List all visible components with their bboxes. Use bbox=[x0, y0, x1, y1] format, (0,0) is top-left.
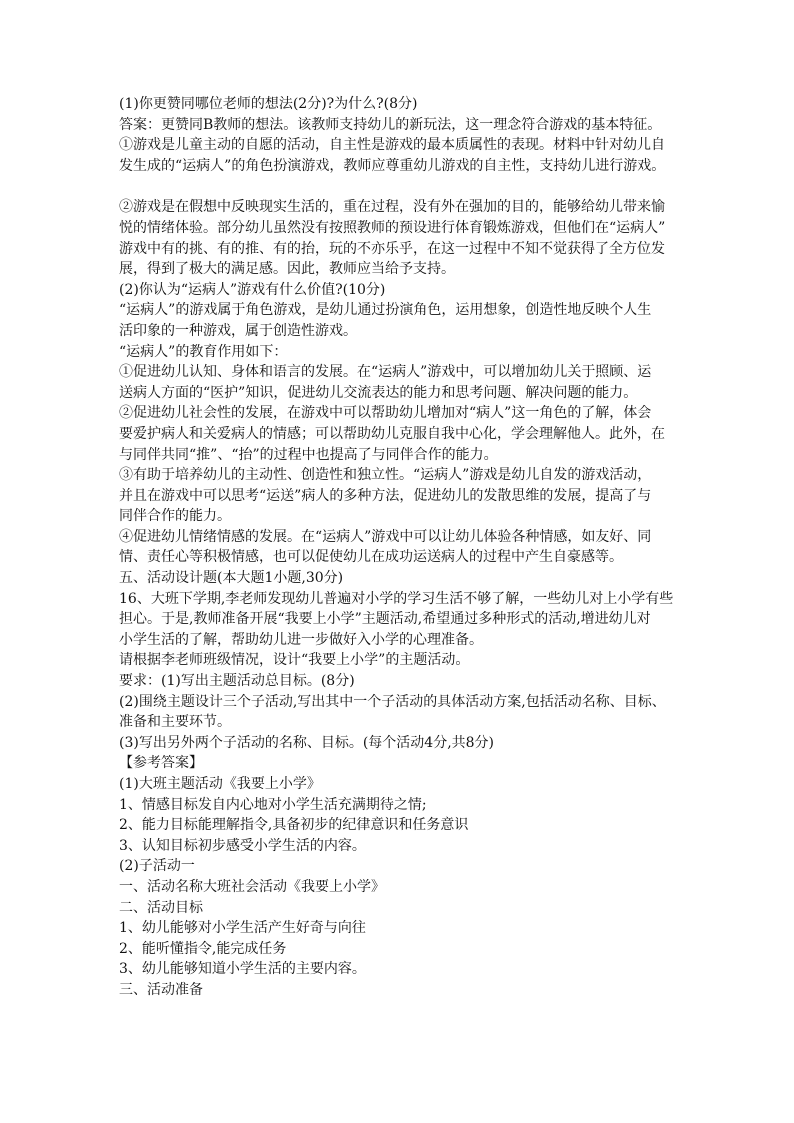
text-line: “运病人”的游戏属于角色游戏，是幼儿通过扮演角色，运用想象，创造性地反映个人生 bbox=[119, 302, 652, 319]
text-line: 小学生活的了解，帮助幼儿进一步做好入小学的心理准备。 bbox=[119, 631, 483, 648]
text-line: 请根据李老师班级情况，设计“我要上小学”的主题活动。 bbox=[119, 652, 470, 669]
text-line: ②游戏是在假想中反映现实生活的，重在过程，没有外在强加的目的，能够给幼儿带来愉 bbox=[119, 199, 665, 216]
text-line: 16、大班下学期,李老师发现幼儿普遍对小学的学习生活不够了解，一些幼儿对上小学有些 bbox=[119, 590, 674, 607]
text-line: ①促进幼儿认知、身体和语言的发展。在“运病人”游戏中，可以增加幼儿关于照顾、运 bbox=[119, 364, 652, 381]
text-line: 情、责任心等积极情感，也可以促使幼儿在成功运送病人的过程中产生自豪感等。 bbox=[119, 549, 623, 566]
text-line: 1、幼儿能够对小学生活产生好奇与向往 bbox=[119, 920, 366, 937]
text-line: 展，得到了极大的满足感。因此，教师应当给予支持。 bbox=[119, 261, 455, 278]
text-line: 答案：更赞同B教师的想法。该教师支持幼儿的新玩法，这一理念符合游戏的基本特征。 bbox=[119, 116, 662, 133]
text-line: 2、能听懂指令,能完成任务 bbox=[119, 940, 287, 957]
text-line: 游戏中有的挑、有的推、有的抬，玩的不亦乐乎，在这一过程中不知不觉获得了全方位发 bbox=[119, 240, 665, 257]
text-line: 五、活动设计题(本大题1小题,30分) bbox=[119, 570, 344, 587]
text-line: ③有助于培养幼儿的主动性、创造性和独立性。“运病人”游戏是幼儿自发的游戏活动， bbox=[119, 467, 652, 484]
text-line: “运病人”的教育作用如下： bbox=[119, 343, 288, 360]
text-line: (2)子活动一 bbox=[119, 858, 195, 875]
text-line: (2)围绕主题设计三个子活动,写出其中一个子活动的具体活动方案,包括活动名称、目标、 bbox=[119, 693, 666, 710]
text-line: 一、活动名称大班社会活动《我要上小学》 bbox=[119, 878, 385, 895]
text-line: ①游戏是儿童主动的自愿的活动，自主性是游戏的最本质属性的表现。材料中针对幼儿自 bbox=[119, 137, 665, 154]
answer-section-part2 bbox=[119, 197, 679, 1000]
paragraph-gap bbox=[119, 176, 679, 197]
text-line: (1)大班主题活动《我要上小学》 bbox=[119, 776, 321, 792]
text-line: 与同伴共同“推”、“抬”的过程中也提高了与同伴合作的能力。 bbox=[119, 446, 498, 463]
text-line: ④促进幼儿情绪情感的发展。在“运病人”游戏中可以让幼儿体验各种情感，如友好、同 bbox=[119, 528, 652, 545]
text-line: 送病人方面的“医护”知识，促进幼儿交流表达的能力和思考问题、解决问题的能力。 bbox=[119, 384, 638, 401]
text-line: 悦的情绪体验。部分幼儿虽然没有按照教师的预设进行体育锻炼游戏，但他们在“运病人” bbox=[119, 219, 666, 236]
text-line: 发生成的“运病人”的角色扮演游戏，教师应尊重幼儿游戏的自主性，支持幼儿进行游戏。 bbox=[119, 157, 666, 174]
text-line: 【参考答案】 bbox=[119, 755, 203, 772]
text-line: 同伴合作的能力。 bbox=[119, 508, 231, 525]
text-line: 二、活动目标 bbox=[119, 899, 203, 916]
answer-section-part1 bbox=[119, 94, 679, 176]
text-line: 2、能力目标能理解指令,具备初步的纪律意识和任务意识 bbox=[119, 817, 469, 834]
text-line: (1)你更赞同哪位老师的想法(2分)?为什么?(8分) bbox=[119, 96, 418, 112]
text-line: 要求：(1)写出主题活动总目标。(8分) bbox=[119, 673, 355, 690]
text-line: (3)写出另外两个子活动的名称、目标。(每个活动4分,共8分) bbox=[119, 734, 495, 751]
text-line: 准备和主要环节。 bbox=[119, 714, 231, 731]
text-line: 1、情感目标发自内心地对小学生活充满期待之情; bbox=[119, 796, 427, 813]
text-line: (2)你认为“运病人”游戏有什么价值?(10分) bbox=[119, 281, 386, 298]
text-line: 三、活动准备 bbox=[119, 981, 203, 998]
text-line: 要爱护病人和关爱病人的情感；可以帮助幼儿克服自我中心化，学会理解他人。此外，在 bbox=[119, 425, 665, 442]
text-line: 并且在游戏中可以思考“运送”病人的多种方法，促进幼儿的发散思维的发展，提高了与 bbox=[119, 487, 652, 504]
text-line: ②促进幼儿社会性的发展，在游戏中可以帮助幼儿增加对“病人”这一角色的了解，体会 bbox=[119, 405, 652, 422]
text-line: 活印象的一种游戏，属于创造性游戏。 bbox=[119, 322, 357, 339]
document-page bbox=[119, 94, 679, 1001]
text-line: 担心。于是,教师准备开展“我要上小学”主题活动,希望通过多种形式的活动,增进幼儿对 bbox=[119, 611, 651, 628]
text-line: 3、认知目标初步感受小学生活的内容。 bbox=[119, 837, 366, 854]
text-line: 3、幼儿能够知道小学生活的主要内容。 bbox=[119, 961, 366, 978]
